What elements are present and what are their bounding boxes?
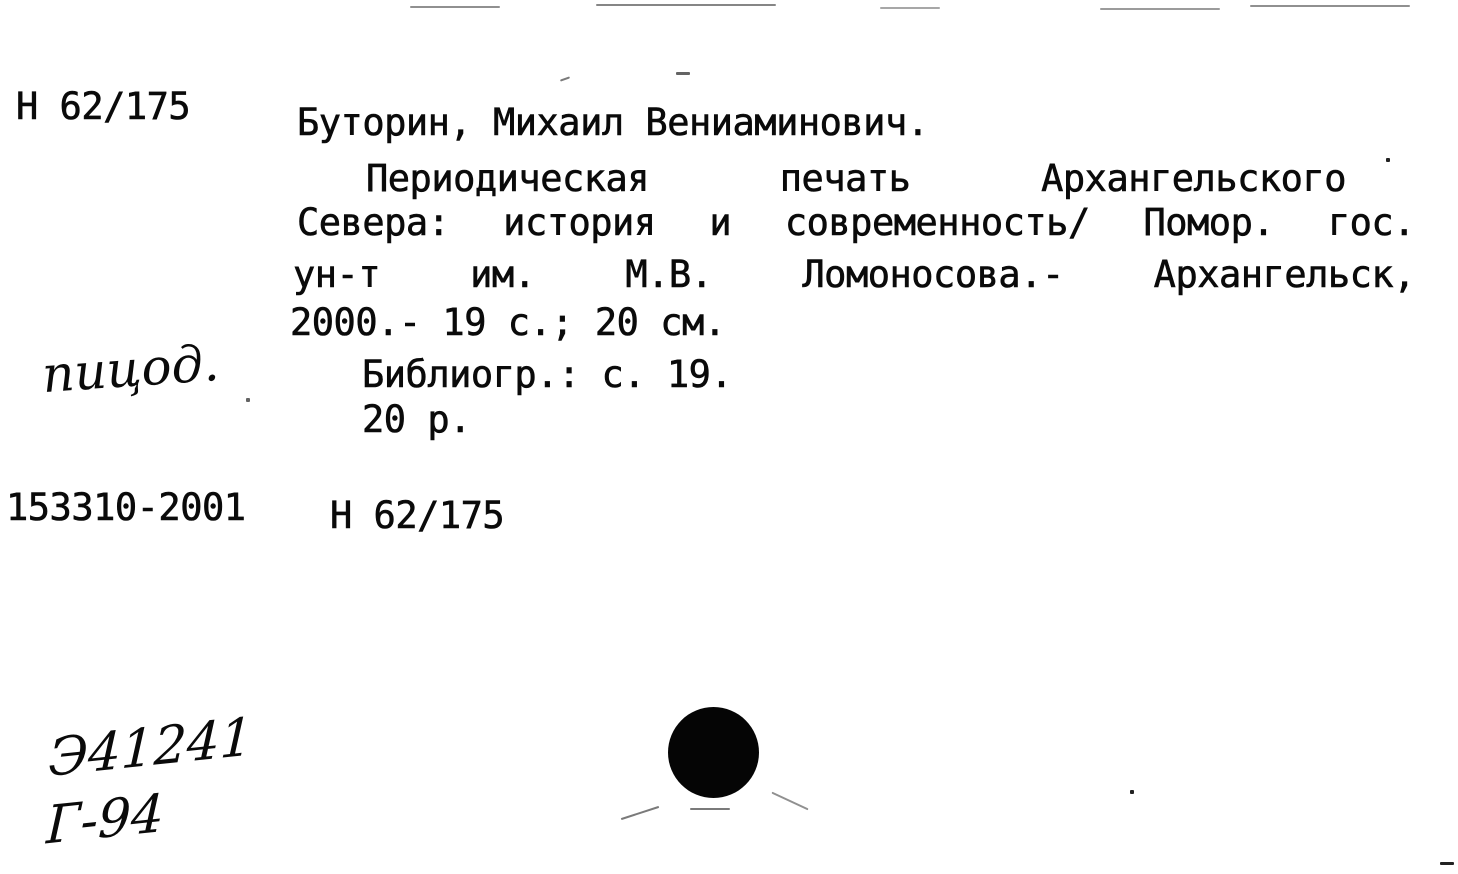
- bibliography-note: Библиогр.: с. 19.: [362, 353, 733, 396]
- title-word: и: [709, 201, 732, 244]
- imprint-line: 2000.- 19 с.; 20 см.: [290, 301, 726, 344]
- title-line-2: [297, 201, 1415, 244]
- title-word: Помор.: [1143, 201, 1275, 244]
- title-word: Архангельского: [1041, 157, 1346, 200]
- title-word: М.В.: [625, 253, 713, 296]
- handwritten-inventory-code: Э41241: [47, 706, 254, 790]
- title-word: им.: [470, 253, 536, 296]
- title-word: печать: [779, 157, 911, 200]
- punch-hole: [668, 707, 759, 798]
- title-word: Периодическая: [366, 157, 650, 200]
- title-word: гос.: [1327, 201, 1415, 244]
- title-word: ун-т: [293, 253, 381, 296]
- author-heading: Буторин, Михаил Вениаминович.: [297, 101, 929, 144]
- title-line-3: [293, 253, 1415, 296]
- price: 20 р.: [362, 398, 471, 441]
- handwritten-margin-note: пицод.: [40, 333, 221, 405]
- shelfmark-bottom: Н 62/175: [330, 494, 505, 537]
- title-line-1: [366, 157, 1346, 200]
- registration-number: 153310-2001: [6, 486, 246, 529]
- title-word: Севера:: [297, 201, 450, 244]
- shelfmark-top: Н 62/175: [16, 85, 191, 128]
- title-word: Ломоносова.-: [802, 253, 1064, 296]
- title-word: история: [503, 201, 656, 244]
- handwritten-class-mark: Г-94: [45, 783, 165, 857]
- title-word: современность/: [784, 201, 1090, 244]
- title-word: Архангельск,: [1153, 253, 1415, 296]
